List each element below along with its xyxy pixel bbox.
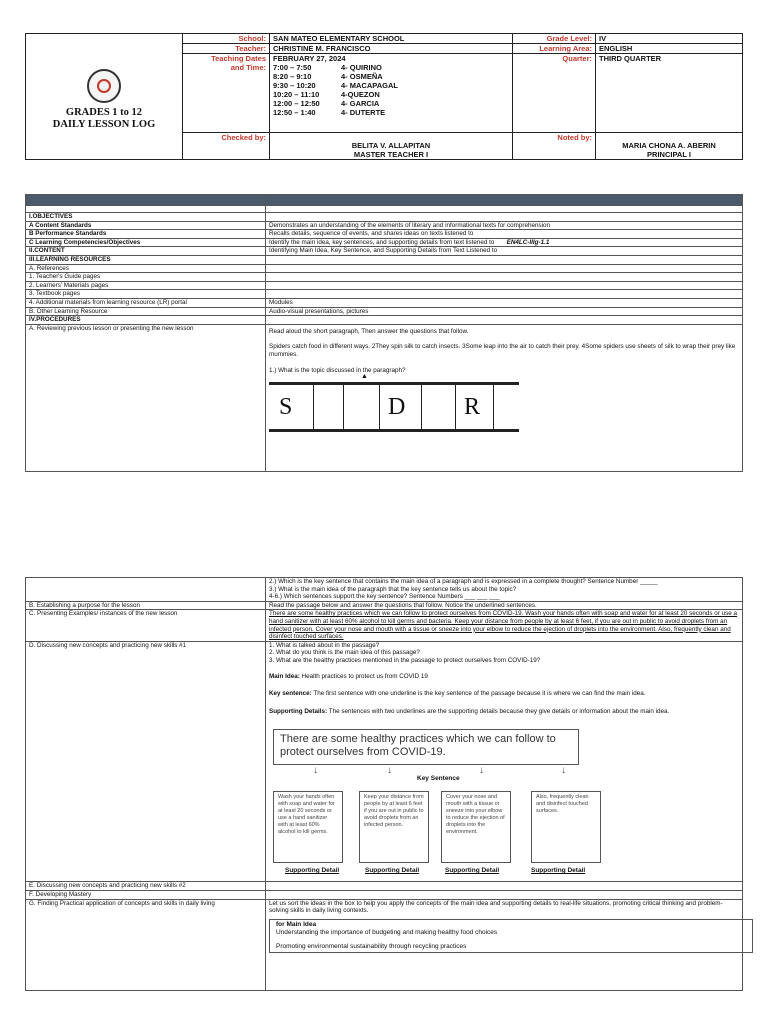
checked-value <box>270 133 513 160</box>
noted-value <box>596 133 743 160</box>
textbook-label: 3. Textbook pages <box>26 290 266 299</box>
schedule-section: 4- OSMEÑA <box>341 72 383 81</box>
discussing-1-value <box>266 641 743 882</box>
discussion-question-1: 1. What is talked about in the passage? <box>269 641 380 649</box>
blank-cell <box>266 316 743 325</box>
dates-value <box>270 54 513 133</box>
blank-cell <box>266 281 743 290</box>
competencies-text: Identify the main idea, key sentences, and supporting details from text listened to <box>269 238 495 246</box>
blank-cell <box>266 206 743 213</box>
mastery-label: F. Developing Mastery <box>26 890 266 899</box>
review-question-1: 1.) What is the topic discussed in the paragraph? <box>269 366 406 374</box>
main-idea-text: Health practices to protect us from COVID 19 <box>301 672 428 680</box>
blank-cell <box>266 264 743 273</box>
references-label: A. References <box>26 264 266 273</box>
area-label: Learning Area: <box>513 44 596 54</box>
lesson-table-2 <box>25 577 743 991</box>
review-instruction: Read aloud the short paragraph, Then answer the questions that follow. <box>269 327 469 335</box>
blank-cell <box>266 882 743 891</box>
schedule-time: 12:00 – 12:50 <box>273 99 320 108</box>
discussing-2-label: E. Discussing new concepts and practicing new skills #2 <box>26 882 266 891</box>
puzzle-cell <box>421 385 456 429</box>
school-value: SAN MATEO ELEMENTARY SCHOOL <box>270 34 513 44</box>
other-resource-value: Audio-visual presentations, pictures <box>266 307 743 316</box>
blank-cell <box>266 213 743 222</box>
sort-item: Promoting environmental sustainability through recycling practices <box>276 942 467 950</box>
diagram-detail-box: Cover your nose and mouth with a tissue or sneeze into your elbow to reduce the ejection of droplets into the environment. <box>441 791 511 863</box>
dates-label <box>183 54 270 133</box>
performance-standards-value: Recalls details, sequence of events, and shares ideas on texts listened to <box>266 230 743 239</box>
tg-label: 1. Teacher's Guide pages <box>26 273 266 282</box>
blank-cell <box>266 890 743 899</box>
lesson-table-1 <box>25 194 743 472</box>
schedule <box>273 63 398 117</box>
schedule-time: 9:30 – 10:20 <box>273 81 316 90</box>
noted-title: PRINCIPAL I <box>647 150 691 159</box>
main-idea-line <box>269 673 739 681</box>
puzzle-cell <box>343 385 380 429</box>
content-standards-value: Demonstrates an understanding of the elements of literary and informational texts for comprehension <box>266 221 743 230</box>
resources-label: III.LEARNING RESOURCES <box>26 255 266 264</box>
competencies-value <box>266 238 743 247</box>
checked-title: MASTER TEACHER I <box>353 150 429 159</box>
lm-label: 2. Learners' Materials pages <box>26 281 266 290</box>
dates-label-line1: Teaching Dates <box>211 54 266 63</box>
content-label: II.CONTENT <box>26 247 266 256</box>
schedule-time: 7:00 – 7:50 <box>273 63 312 72</box>
content-standards-label: A Content Standards <box>26 221 266 230</box>
area-value: ENGLISH <box>596 44 743 54</box>
main-idea-label: Main Idea: <box>269 672 300 680</box>
lr-value: Modules <box>266 298 743 307</box>
title-cell <box>26 34 183 160</box>
key-sentence-line <box>269 690 739 698</box>
procedures-label: IV.PROCEDURES <box>26 316 266 325</box>
question-2: 2.) Which is the key sentence that contains the main idea of a paragraph and is expressed in a complete thought? Sentence Number _____ <box>269 578 658 585</box>
schedule-section: 4- DUTERTE <box>341 108 386 117</box>
other-resource-label: B. Other Learning Resource <box>26 307 266 316</box>
diagram-detail-label: Supporting Detail <box>285 867 340 875</box>
arrow-down-icon: ↓ <box>387 765 392 777</box>
supporting-details-text: The sentences with two underlines are the supporting details because they give details or information about the main idea. <box>328 707 670 715</box>
key-sentence-text: The first sentence with one underline is the key sentence of the passage because it is where we can find the main idea. <box>313 690 646 698</box>
schedule-section: 4- MACAPAGAL <box>341 81 398 90</box>
schedule-time: 8:20 – 9:10 <box>273 72 312 81</box>
question-4-6: 4-6.) Which sentences support the key sentence? Sentence Numbers ___ ___ ___ <box>269 593 500 601</box>
supporting-details-line <box>269 708 739 716</box>
puzzle-cell: D <box>379 385 422 429</box>
schedule-time: 12:50 – 1:40 <box>273 108 316 117</box>
puzzle-cell: S <box>279 394 293 421</box>
arrow-down-icon: ↓ <box>561 765 566 777</box>
schedule-time: 10:20 – 11:10 <box>273 90 320 99</box>
noted-label: Noted by: <box>513 133 596 160</box>
schedule-section: 4- GARCIA <box>341 99 380 108</box>
diagram-detail-label: Supporting Detail <box>445 867 500 875</box>
application-label: G. Finding Practical application of concepts and skills in daily living <box>26 899 266 990</box>
teacher-label: Teacher: <box>183 44 270 54</box>
diagram-key-label: Key Sentence <box>417 775 460 783</box>
dates-label-line2: and Time: <box>230 63 266 72</box>
review-paragraph: Spiders catch food in different ways. 2They spin silk to catch insects. 3Some leap into the air to catch their prey. 4Some spiders use sheets of silk to wrap their prey like mummies. <box>269 343 736 358</box>
objectives-label: I.OBJECTIVES <box>26 213 266 222</box>
content-value: Identifying Main Idea, Key Sentence, and Supporting Details from Text Listened to <box>266 247 743 256</box>
quarter-value: THIRD QUARTER <box>596 54 743 133</box>
application-text: Let us sort the ideas in the box to help you apply the concepts of the main idea and supporting details to real-life situations, promoting critical thinking and problem-solving skills in daily living contexts. <box>269 899 723 915</box>
examples-label: C. Presenting Examples/ instances of the new lesson <box>26 610 266 641</box>
discussion-question-3: 3. What are the healthy practices mentioned in the passage to protect ourselves from COVID-19? <box>269 656 541 664</box>
supporting-details-label: Supporting Details: <box>269 707 328 715</box>
blank-cell <box>26 578 266 602</box>
main-idea-sort-box <box>269 919 753 953</box>
discussing-1-label: D. Discussing new concepts and practicing new skills #1 <box>26 641 266 882</box>
school-label: School: <box>183 34 270 44</box>
title-line1: GRADES 1 to 12 <box>65 106 143 118</box>
title-line2: DAILY LESSON LOG <box>52 118 156 130</box>
checked-label: Checked by: <box>183 133 270 160</box>
schedule-section: 4-QUEZON <box>341 90 380 99</box>
review-label: A. Reviewing previous lesson or presenting the new lesson <box>26 324 266 471</box>
competency-code: EN4LC-IIIg-1.1 <box>506 238 550 246</box>
grade-label: Grade Level: <box>513 34 596 44</box>
lr-label: 4. Additional materials from learning resource (LR) portal <box>26 298 266 307</box>
noted-name: MARIA CHONA A. ABERIN <box>622 141 716 150</box>
arrow-down-icon: ↓ <box>313 765 318 777</box>
blank-cell <box>266 273 743 282</box>
sort-box-title: for Main Idea <box>276 920 317 928</box>
key-sentence-diagram <box>269 729 749 881</box>
review-continued <box>266 578 743 602</box>
diagram-detail-label: Supporting Detail <box>531 867 586 875</box>
quarter-label: Quarter: <box>513 54 596 133</box>
examples-passage: There are some healthy practices which we can follow to protect ourselves from COVID-19. Wash your hands often with soap and water for at least 20 seconds or use a hand sanitizer with at least 60% alcohol to kill germs and bacteria. Keep your distance from people by at least 6 feet, if you are out in public to avoid droplets from an infected person. Cover your nose and mouth with a tissue or sneeze into your elbow to reduce the ejection of droplets into the environment. Also, frequently clean and disinfect touched surfaces. <box>266 610 743 641</box>
purpose-value: Read the passage below and answer the questions that follow. Notice the underlined sentences. <box>266 601 743 610</box>
puzzle-marker-icon: ▲ <box>361 373 368 381</box>
puzzle-cell <box>313 385 344 429</box>
purpose-label: B. Establishing a purpose for the lesson <box>26 601 266 610</box>
blank-cell <box>26 206 266 213</box>
schedule-section: 4- QUIRINO <box>341 63 382 72</box>
diagram-detail-box: Keep your distance from people by at least 6 feet if you are out in public to avoid droplets from an infected person. <box>359 791 429 863</box>
table-header-cell <box>266 195 743 206</box>
header-table <box>25 33 743 160</box>
question-3: 3.) What is the main idea of the paragraph that the key sentence tells us about the topic? <box>269 585 517 593</box>
sort-item: Understanding the importance of budgeting and making healthy food choices <box>276 928 498 936</box>
discussion-question-2: 2. What do you think is the main idea of this passage? <box>269 649 420 657</box>
blank-cell <box>266 290 743 299</box>
letter-puzzle <box>269 373 519 434</box>
application-value <box>266 899 743 990</box>
arrow-down-icon: ↓ <box>479 765 484 777</box>
performance-standards-label: B Performance Standards <box>26 230 266 239</box>
puzzle-cell <box>493 385 518 429</box>
table-header-cell <box>26 195 266 206</box>
key-sentence-label: Key sentence: <box>269 690 312 698</box>
blank-cell <box>266 255 743 264</box>
diagram-key-sentence-box: There are some healthy practices which we can follow to protect ourselves from COVID-19. <box>273 729 579 765</box>
diagram-detail-box: Also, frequently clean and disinfect touched surfaces. <box>531 791 601 863</box>
teaching-date: FEBRUARY 27, 2024 <box>273 54 346 63</box>
puzzle-cell: R <box>455 385 494 429</box>
deped-seal-icon <box>87 69 121 103</box>
checked-name: BELITA V. ALLAPITAN <box>351 141 431 150</box>
diagram-detail-label: Supporting Detail <box>365 867 420 875</box>
review-value <box>266 324 743 471</box>
grade-value: IV <box>596 34 743 44</box>
teacher-value: CHRISTINE M. FRANCISCO <box>270 44 513 54</box>
diagram-detail-box: Wash your hands often with soap and water for at least 20 seconds or use a hand sanitizer with at least 60% alcohol to kill germs. <box>273 791 343 863</box>
competencies-label: C Learning Competencies/Objectives <box>26 238 266 247</box>
